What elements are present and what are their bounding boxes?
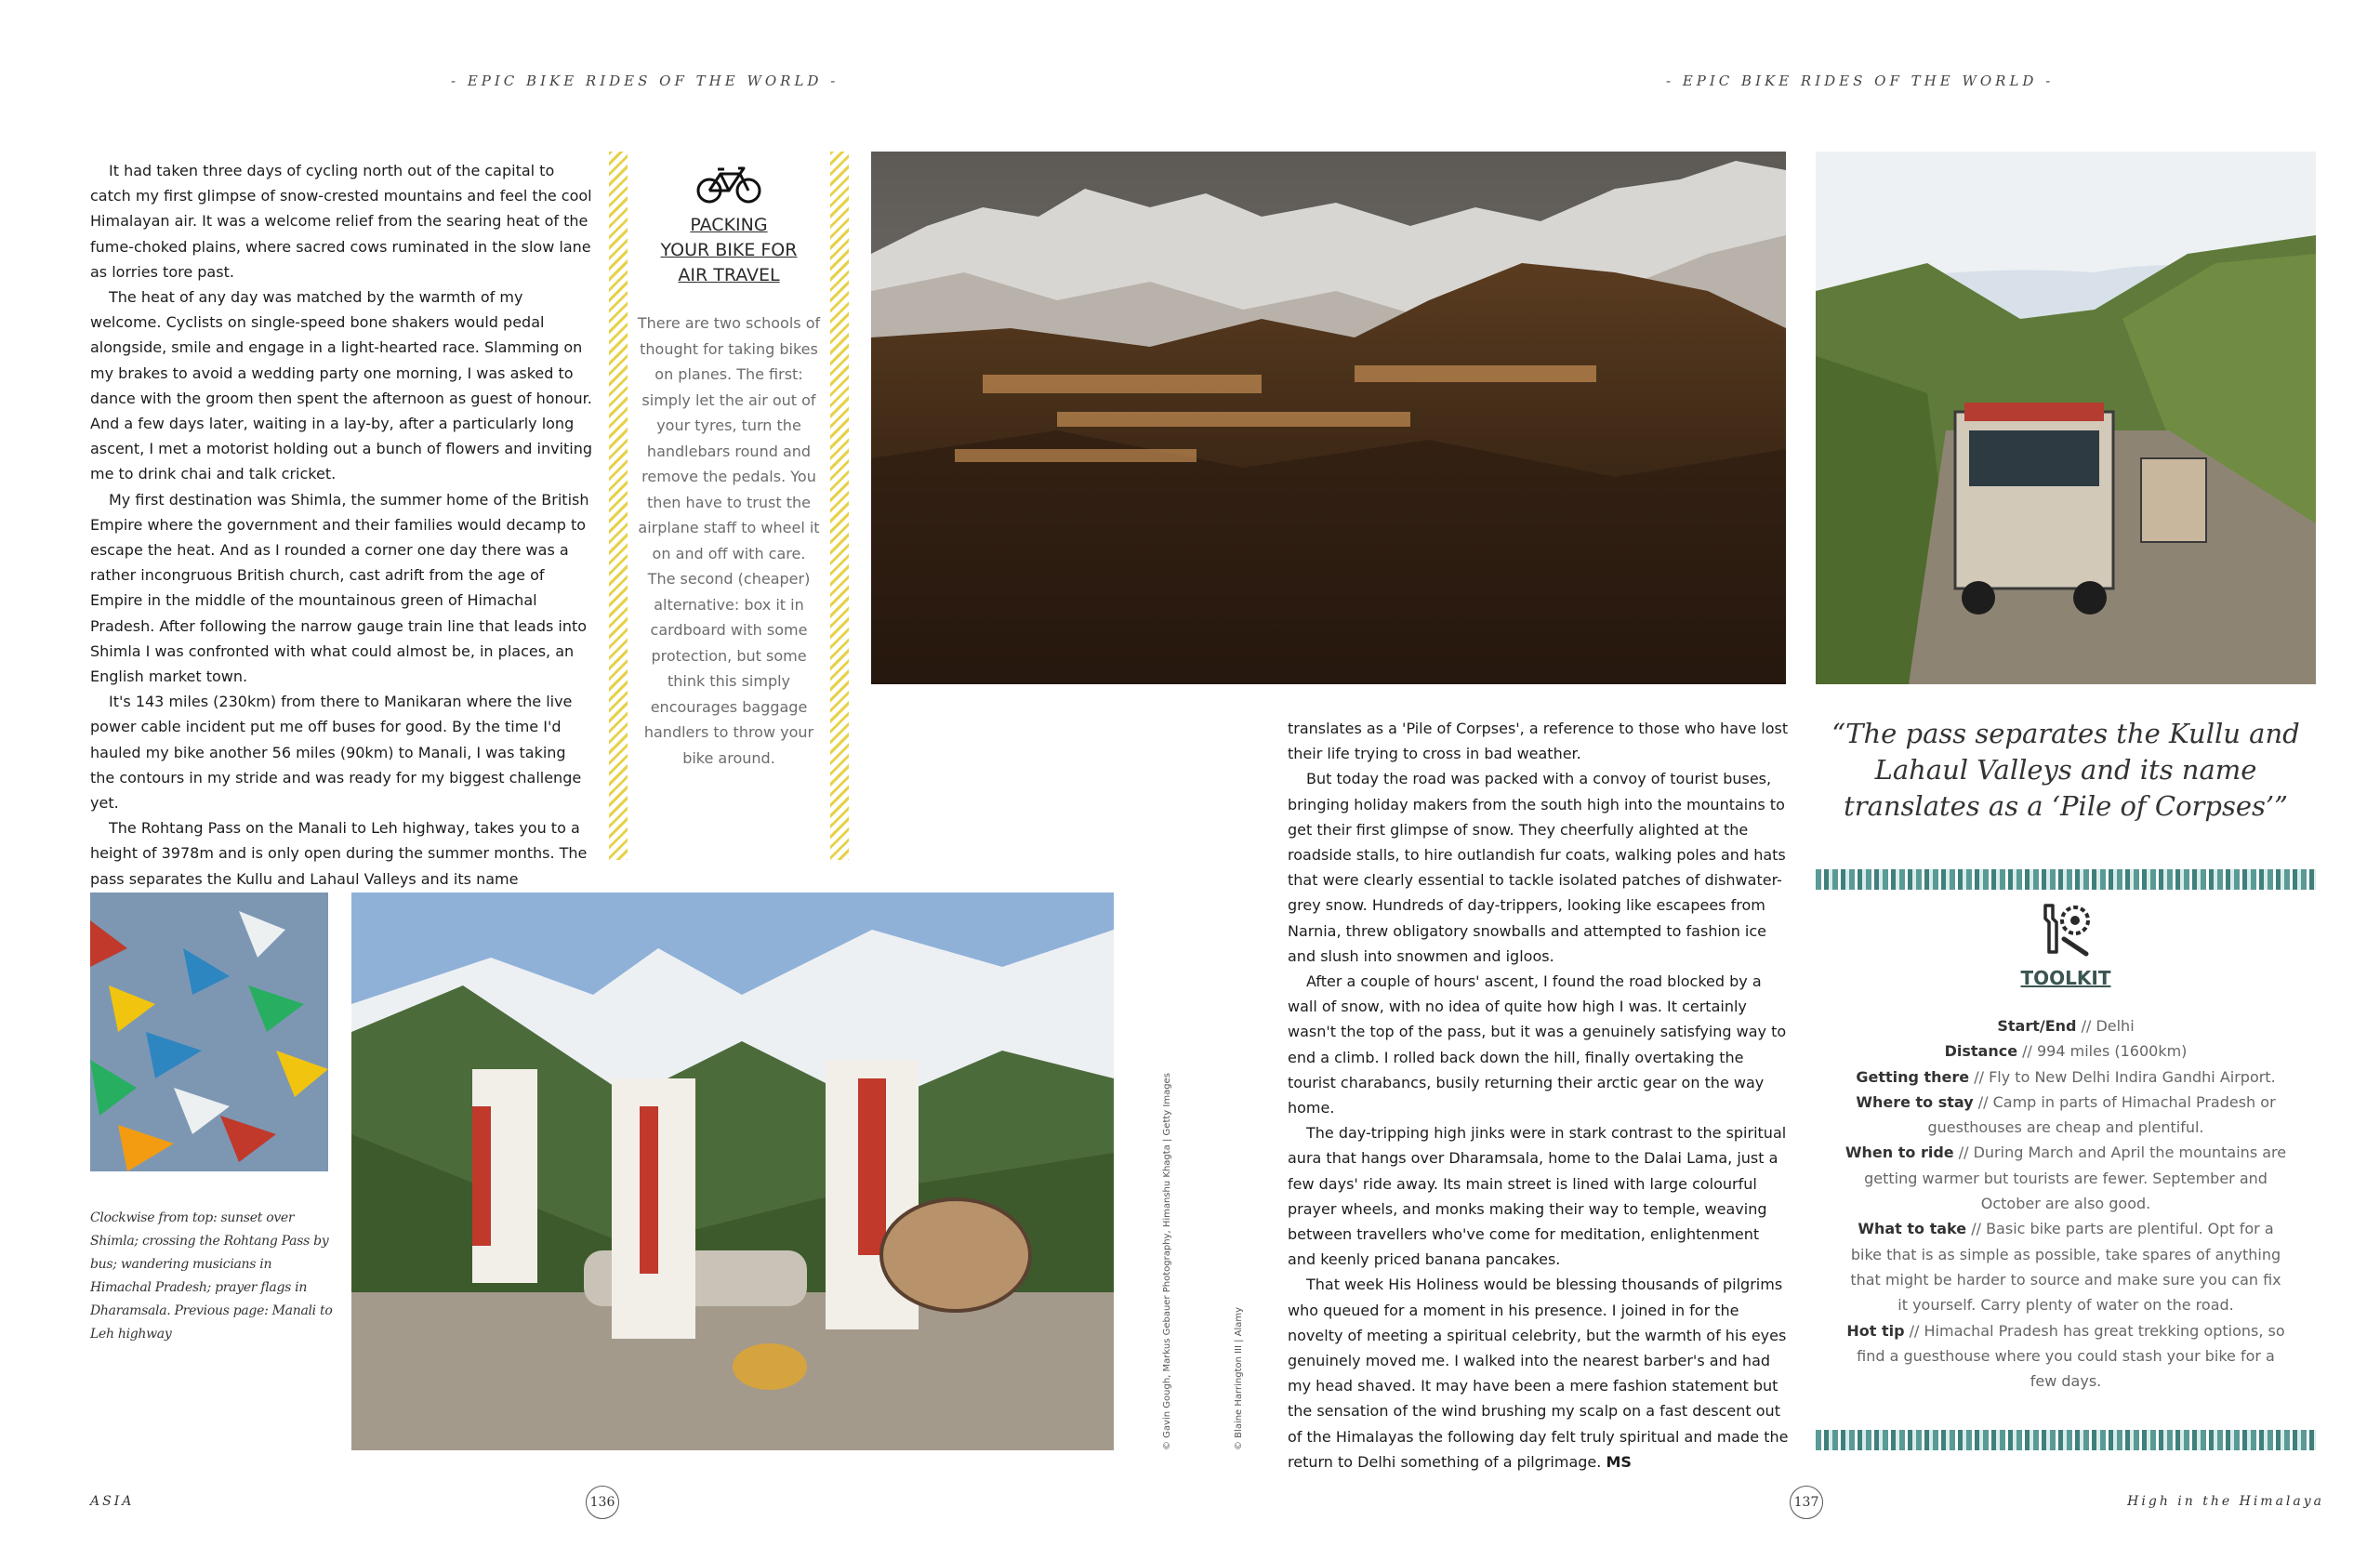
toolkit-item	[1844, 1090, 2288, 1141]
toolkit-item-label: Getting there	[1856, 1067, 1970, 1086]
toolkit-item-value: Basic bike parts are plentiful. Opt for a bike that is as simple as possible, take spares of anything that might be harder to source and make sure you can fix it yourself. Carry plenty of water on the road.	[1850, 1220, 2281, 1315]
toolkit-list	[1844, 1013, 2288, 1394]
paragraph: The heat of any day was matched by the warmth of my welcome. Cyclists on single-speed bone shakers would pedal alongside, smile and engage in a light-hearted race. Slamming on my brakes to avoid a wedding party one morning, I was asked to dance with the groom then spent the afternoon as guest of honour. And a few days later, waiting in a lay-by, after a particularly long ascent, I met a motorist holding out a bunch of flowers and inviting me to drink chai and talk cricket.	[90, 288, 593, 483]
section-label-right: High in the Himalaya	[2127, 1494, 2324, 1509]
page-number-left: 136	[586, 1486, 619, 1519]
sidebar-text: There are two schools of thought for taking bikes on planes. The first: simply let the air out of your tyres, turn the handlebars round and remove the pedals. You then have to trust the airplane staff to wheel it on and off with care. The second (cheaper) alternative: box it in cardboard with some protection, but some think this simply encourages baggage handlers to throw your bike around.	[637, 314, 821, 767]
prayer-flags-photo	[90, 892, 328, 1171]
rohtang-bus-photo	[1816, 152, 2316, 684]
paragraph: It's 143 miles (230km) from there to Manikaran where the live power cable incident put me off buses for good. By the time I'd hauled my bike another 56 miles (90km) to Manali, I was taking the contours in my stride and was ready for my biggest challenge yet.	[90, 693, 582, 813]
photo-caption: Clockwise from top: sunset over Shimla; crossing the Rohtang Pass by bus; wandering musicians in Himachal Pradesh; prayer flags in Dharamsala. Previous page: Manali to Leh highway	[90, 1210, 333, 1342]
paragraph: My first destination was Shimla, the summer home of the British Empire where the government and their families would decamp to escape the heat. And as I rounded a corner one day there was a rather incongruous British church, cast adrift from the age of Empire in the middle of the mountainous green of Himachal Pradesh. After following the narrow gauge train line that leads into Shimla I was confronted with what could almost be, in places, an English market town.	[90, 490, 589, 686]
tools-icon	[1816, 902, 2316, 961]
toolkit-item	[1844, 1064, 2288, 1090]
toolkit-item	[1844, 1216, 2288, 1317]
sidebar-border-left	[609, 152, 628, 860]
toolkit-item-label: What to take	[1858, 1220, 1967, 1238]
toolkit-item-label: Where to stay	[1856, 1092, 1974, 1111]
paragraph: After a couple of hours' ascent, I found the road blocked by a wall of snow, with no idea of quite how high I was. It certainly wasn't the top of the pass, but it was a genuinely satisfying way to end a climb. I rolled back down the hill, finally overtaking the tourist charabancs, busily returning their arctic gear on the way home.	[1288, 972, 1787, 1117]
toolkit-item-label: When to ride	[1844, 1144, 1954, 1162]
pull-quote: “The pass separates the Kullu and Lahaul Valleys and its name translates as a ‘Pile of Corpses’”	[1831, 718, 2300, 822]
toolkit-item-value: Delhi	[2096, 1017, 2135, 1035]
toolkit-item-value: During March and April the mountains are getting warmer but tourists are fewer. September and October are also good.	[1864, 1144, 2287, 1213]
toolkit-item-separator: //	[1904, 1321, 1924, 1340]
photo-credit-left: © Gavin Gough, Markus Gebauer Photography, Himanshu Khagta | Getty Images	[1162, 1073, 1172, 1450]
paragraph	[1288, 1272, 1790, 1474]
packing-sidebar	[609, 152, 849, 860]
toolkit-item-value: Himachal Pradesh has great trekking options, so find a guesthouse where you could stash your bike for a few days.	[1857, 1321, 2285, 1391]
toolkit-item	[1844, 1013, 2288, 1038]
section-label-left: ASIA	[90, 1494, 135, 1509]
toolkit-item	[1844, 1038, 2288, 1064]
running-head-right: - EPIC BIKE RIDES OF THE WORLD -	[1666, 73, 2055, 89]
paragraph: It had taken three days of cycling north out of the capital to catch my first glimpse of snow-crested mountains and feel the cool Himalayan air. It was a welcome relief from the searing heat of the fume-choked plains, where sacred cows ruminated in the slow lane as lorries tore past.	[90, 162, 592, 281]
sidebar-title-line: AIR TRAVEL	[678, 265, 780, 285]
toolkit-item-separator: //	[2076, 1017, 2096, 1035]
toolkit-item-separator: //	[1973, 1092, 1993, 1111]
sidebar-title-line: PACKING	[690, 215, 768, 235]
toolkit-item	[1844, 1140, 2288, 1216]
toolkit-item-value: Camp in parts of Himachal Pradesh or guesthouses are cheap and plentiful.	[1927, 1092, 2276, 1137]
toolkit-band-top	[1816, 869, 2316, 890]
toolkit-item-value: 994 miles (1600km)	[2037, 1042, 2188, 1061]
shimla-sunset-photo	[871, 152, 1786, 684]
left-body-column	[90, 158, 592, 892]
running-head-left: - EPIC BIKE RIDES OF THE WORLD -	[451, 73, 840, 89]
paragraph: But today the road was packed with a convoy of tourist buses, bringing holiday makers from the south high into the mountains to get their first glimpse of snow. They cheerfully alighted at the roadside stalls, to hire outlandish fur coats, walking poles and hats that were clearly essential to tackle isolated patches of dishwater-grey snow. Hundreds of day-trippers, looking like escapees from Narnia, threw obligatory snowballs and attempted to fashion ice and slush into snowmen and igloos.	[1288, 770, 1786, 965]
toolkit-title: TOOLKIT	[2020, 967, 2111, 989]
sidebar-border-right	[830, 152, 849, 860]
paragraph: The Rohtang Pass on the Manali to Leh highway, takes you to a height of 3978m and is only open during the summer months. The pass separates the Kullu and Lahaul Valleys and its name	[90, 819, 588, 888]
paragraph-text: That week His Holiness would be blessing thousands of pilgrims who queued for a moment in his presence. I joined in for the novelty of meeting a spiritual celebrity, but the warmth of his eyes genuinely moved me. I walked into the nearest barber's and had my head shaved. It may have been a mere fashion statement but the sensation of the wind brushing my scalp on a fast descent out of the Himalayas the following day felt truly spiritual and made the return to Delhi something of a pilgrimage.	[1288, 1276, 1789, 1471]
toolkit-item-label: Distance	[1944, 1042, 2018, 1061]
middle-body-column	[1288, 716, 1790, 1474]
toolkit-item	[1844, 1318, 2288, 1395]
toolkit-item-separator: //	[1953, 1144, 1974, 1162]
photo-credit-right: © Blaine Harrington III | Alamy	[1234, 1306, 1244, 1450]
toolkit-item-separator: //	[1966, 1220, 1987, 1238]
toolkit-box	[1816, 902, 2316, 1394]
paragraph: The day-tripping high jinks were in stark contrast to the spiritual aura that hangs over Dharamsala, home to the Dalai Lama, just a few days' ride away. Its main street is lined with large colourful prayer wheels, and monks making their way to temple, weaving between travellers who've come for meditation, enlightenment and keenly priced banana pancakes.	[1288, 1124, 1787, 1269]
bicycle-icon	[609, 161, 849, 209]
toolkit-item-label: Hot tip	[1846, 1321, 1905, 1340]
toolkit-item-separator: //	[1969, 1067, 1990, 1086]
musicians-photo	[351, 892, 1114, 1450]
toolkit-band-bottom	[1816, 1430, 2316, 1450]
page-number-right: 137	[1790, 1486, 1823, 1519]
paragraph: translates as a 'Pile of Corpses', a reference to those who have lost their life trying to cross in bad weather.	[1288, 720, 1789, 763]
sidebar-title-line: YOUR BIKE FOR	[660, 240, 798, 260]
toolkit-item-label: Start/End	[1997, 1017, 2077, 1035]
toolkit-item-separator: //	[2017, 1042, 2037, 1061]
toolkit-item-value: Fly to New Delhi Indira Gandhi Airport.	[1989, 1067, 2276, 1086]
author-signature: MS	[1606, 1452, 1632, 1471]
